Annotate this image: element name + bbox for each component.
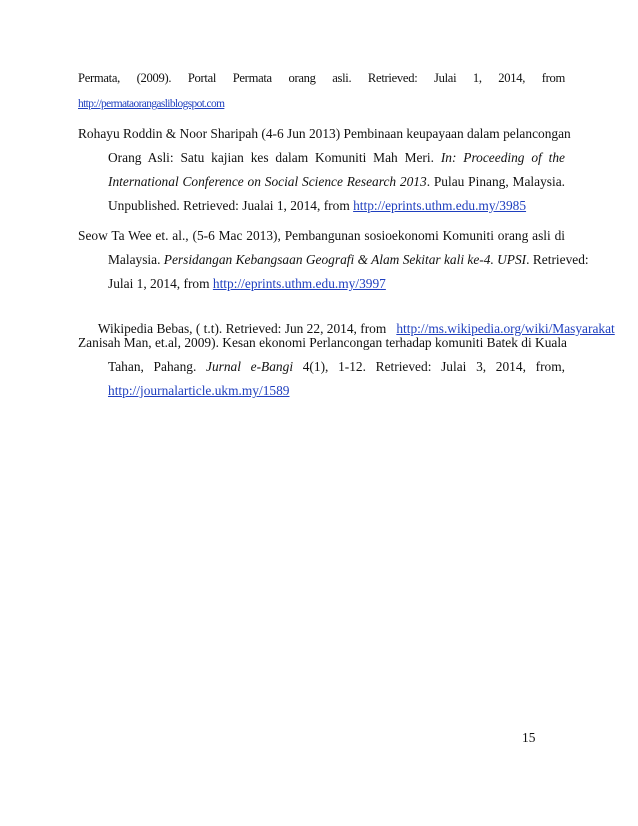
reference-text: Rohayu Roddin & Noor Sharipah (4-6 Jun 2013) Pembinaan keupayaan dalam pelancongan bbox=[78, 126, 571, 141]
reference-text: Wikipedia Bebas, ( t.t). Retrieved: Jun 22, 2014, from bbox=[97, 321, 397, 336]
reference-line bbox=[78, 68, 565, 89]
reference-text: Orang Asli: Satu kajian kes dalam Komuniti Mah Meri. bbox=[108, 150, 441, 165]
reference-italic-text: Persidangan Kebangsaan Geografi & Alam Sekitar kali ke-4. UPSI bbox=[163, 252, 527, 267]
reference-line bbox=[108, 195, 565, 216]
reference-line bbox=[78, 123, 571, 144]
reference-line bbox=[108, 249, 589, 270]
reference-line bbox=[108, 171, 565, 192]
reference-link[interactable]: http://eprints.uthm.edu.my/3997 bbox=[212, 276, 386, 291]
reference-text: Unpublished. Retrieved: Jualai 1, 2014, from bbox=[108, 198, 354, 213]
reference-text: Seow Ta Wee et. al., (5-6 Mac 2013), Pembangunan sosioekonomi Komuniti orang asli di bbox=[78, 228, 565, 243]
reference-line bbox=[78, 92, 565, 113]
reference-line bbox=[78, 332, 565, 353]
reference-italic-text: In: Proceeding of the bbox=[440, 150, 565, 165]
reference-text: 4(1), 1-12. Retrieved: Julai 3, 2014, from, bbox=[293, 359, 565, 374]
reference-italic-text: Jurnal e-Bangi bbox=[206, 359, 294, 374]
reference-link[interactable]: http://journalarticle.ukm.my/1589 bbox=[108, 383, 290, 398]
reference-line bbox=[108, 380, 565, 401]
reference-text: Malaysia. bbox=[108, 252, 164, 267]
reference-line bbox=[78, 225, 565, 246]
reference-text: . Retrieved: bbox=[526, 252, 589, 267]
reference-text: Julai 1, 2014, from bbox=[108, 276, 213, 291]
reference-text: Tahan, Pahang. bbox=[108, 359, 207, 374]
reference-line bbox=[108, 273, 565, 294]
page-number: 15 bbox=[522, 730, 536, 745]
reference-line bbox=[108, 147, 565, 168]
reference-text: . Pulau Pinang, Malaysia. bbox=[426, 174, 565, 189]
reference-line bbox=[78, 297, 615, 336]
reference-italic-text: International Conference on Social Science Research 2013 bbox=[108, 174, 427, 189]
reference-link[interactable]: http://ms.wikipedia.org/wiki/Masyarakat bbox=[396, 321, 615, 336]
reference-text: Permata, (2009). Portal Permata orang asli. Retrieved: Julai 1, 2014, from bbox=[78, 71, 565, 85]
reference-text: Zanisah Man, et.al, 2009). Kesan ekonomi Perlancongan terhadap komuniti Batek di Kuala bbox=[78, 335, 567, 350]
reference-line bbox=[108, 356, 565, 377]
reference-link[interactable]: http://eprints.uthm.edu.my/3985 bbox=[353, 198, 527, 213]
reference-link[interactable]: http://permataorangasliblogspot.com bbox=[78, 98, 225, 110]
